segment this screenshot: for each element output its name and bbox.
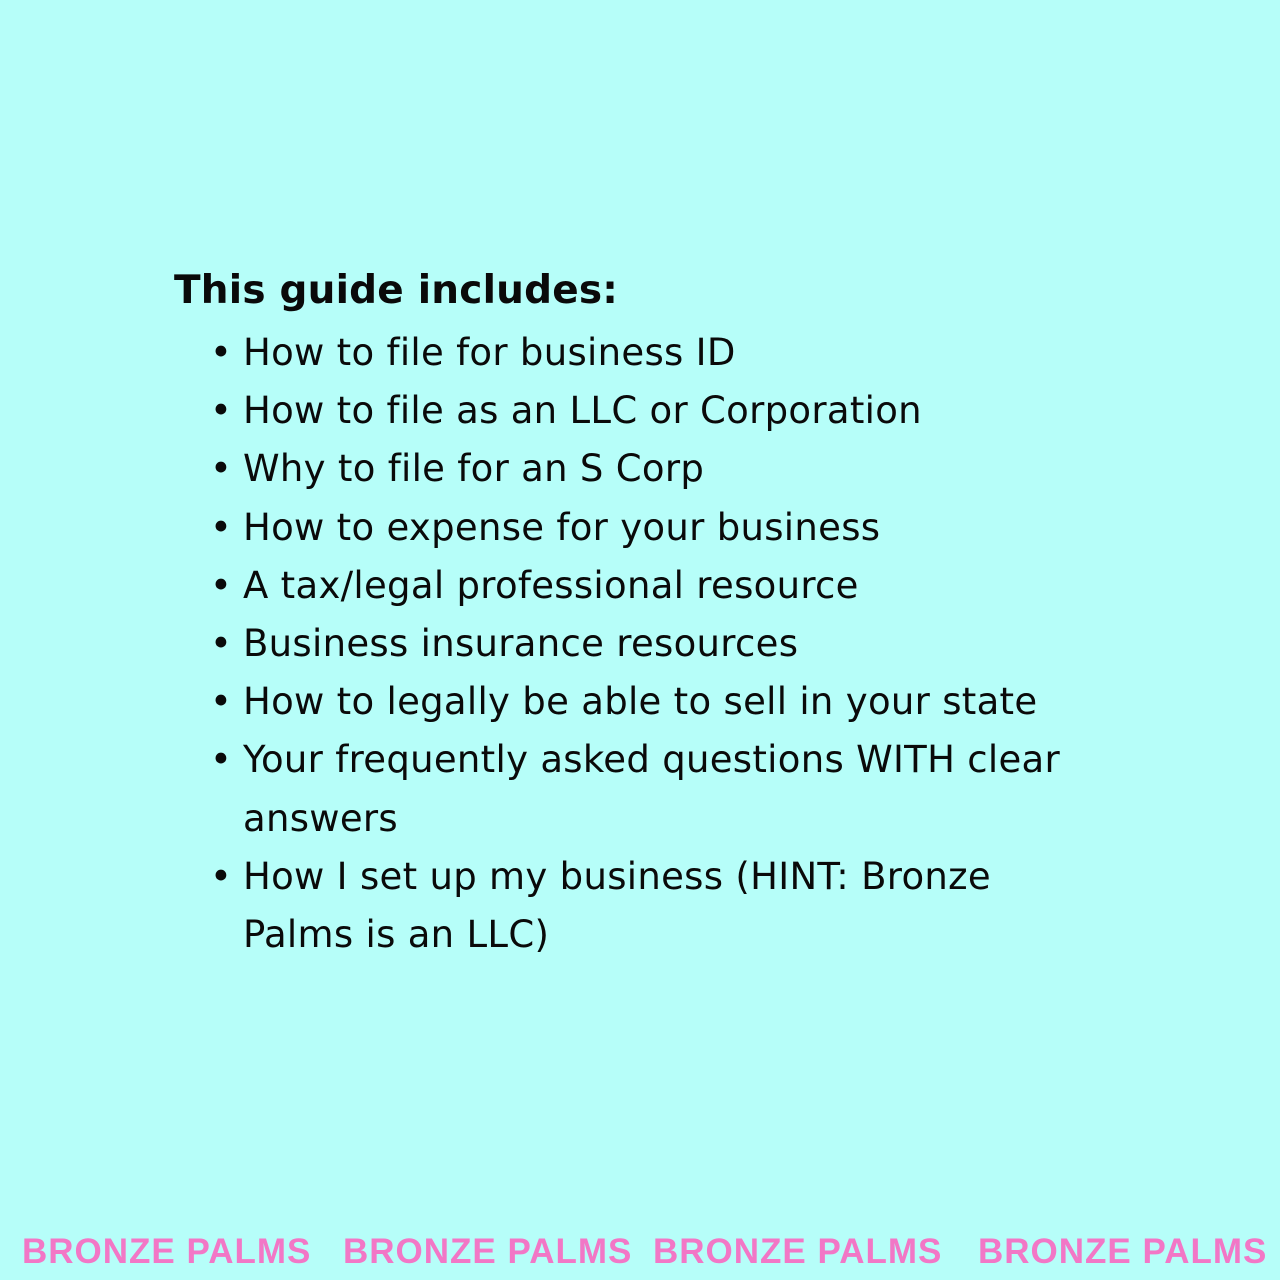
bullet-icon: • [210,563,233,607]
guide-heading: This guide includes: [174,268,619,313]
bullet-icon: • [210,738,233,782]
list-item [174,615,1154,673]
bullet-icon: • [210,447,233,491]
list-item [174,848,1023,964]
brand-wordmark: BRONZE PALMS [22,1232,312,1271]
list-item-text: How to file as an LLC or Corporation [243,389,922,433]
list-item [174,673,1154,731]
brand-footer [0,1232,1280,1280]
bullet-icon: • [210,505,233,549]
list-item [174,440,1154,498]
list-item-text: A tax/legal professional resource [243,563,859,607]
list-item [174,557,1154,615]
bullet-icon: • [210,622,233,666]
brand-wordmark: BRONZE PALMS [343,1232,633,1271]
bullet-icon: • [210,331,233,374]
list-item-text: Your frequently asked questions WITH clear answers [243,738,1061,840]
list-item [174,324,1154,382]
list-item-text: How to file for business ID [243,331,736,374]
bullet-icon: • [210,680,233,724]
guide-items-list [174,324,1154,964]
brand-wordmark: BRONZE PALMS [653,1232,943,1271]
bullet-icon: • [210,389,233,433]
list-item-text: How I set up my business (HINT: Bronze Palms is an LLC) [243,854,991,957]
bullet-icon: • [210,854,233,898]
list-item [174,731,1073,847]
list-item [174,499,1154,557]
brand-wordmark: BRONZE PALMS [978,1232,1268,1271]
list-item [174,382,1154,440]
list-item-text: How to expense for your business [243,505,881,549]
list-item-text: How to legally be able to sell in your state [243,680,1038,724]
guide-contents [174,266,1154,964]
list-item-text: Business insurance resources [243,622,799,666]
list-item-text: Why to file for an S Corp [243,447,705,491]
